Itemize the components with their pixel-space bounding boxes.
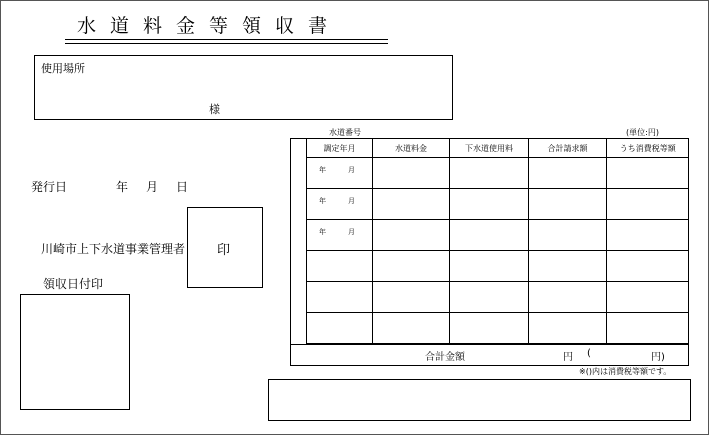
row-month-label: 月 [348, 228, 355, 236]
water-number-label: 水道番号 [329, 128, 361, 137]
table-row [307, 313, 689, 344]
water-fee-cell [373, 313, 450, 344]
sewer-fee-cell [450, 282, 529, 313]
total-tax-open-paren: ( [587, 348, 591, 359]
total-billed-cell [529, 158, 607, 189]
billing-month-cell [307, 282, 373, 313]
fee-table-header [307, 139, 689, 158]
water-fee-cell [373, 158, 450, 189]
consumption-tax-cell [607, 282, 689, 313]
water-fee-cell [373, 189, 450, 220]
usage-place-label: 使用場所 [41, 62, 85, 75]
row-year-label: 年 [319, 166, 326, 174]
unit-note: (単位:円) [626, 128, 659, 137]
total-tax-yen: 円) [651, 352, 665, 363]
issue-date-month: 月 [146, 180, 159, 194]
total-billed-cell [529, 220, 607, 251]
consumption-tax-cell [607, 189, 689, 220]
consumption-tax-cell [607, 251, 689, 282]
seal-box [187, 207, 263, 288]
water-fee-cell [373, 251, 450, 282]
table-row [307, 189, 689, 220]
sewer-fee-cell [450, 189, 529, 220]
issue-date-label: 発行日 [31, 180, 68, 194]
notes-box [268, 379, 691, 421]
header-sewer-fee: 下水道使用料 [450, 139, 529, 158]
row-year-label: 年 [319, 228, 326, 236]
header-total-billed: 合計請求額 [529, 139, 607, 158]
row-month-label: 月 [348, 166, 355, 174]
header-water-fee: 水道料金 [373, 139, 450, 158]
water-fee-cell [373, 282, 450, 313]
total-billed-cell [529, 189, 607, 220]
sewer-fee-cell [450, 313, 529, 344]
consumption-tax-cell [607, 220, 689, 251]
consumption-tax-cell [607, 313, 689, 344]
form-title: 水道料金等領収書 [77, 15, 342, 37]
header-consumption-tax: うち消費税等額 [607, 139, 689, 158]
usage-place-honorific: 様 [209, 103, 220, 116]
total-billed-cell [529, 313, 607, 344]
billing-month-cell [307, 220, 373, 251]
billing-month-cell [307, 158, 373, 189]
sewer-fee-cell [450, 251, 529, 282]
footnote: ※()内は消費税等額です。 [579, 367, 672, 376]
header-billing-month: 調定年月 [307, 139, 373, 158]
seal-mark: 印 [217, 243, 231, 258]
total-billed-cell [529, 282, 607, 313]
issue-date-year: 年 [116, 180, 129, 194]
title-underline-2 [65, 43, 388, 44]
title-underline [65, 39, 388, 40]
receipt-stamp-box [20, 294, 130, 410]
total-yen: 円 [563, 352, 573, 363]
usage-place-box [34, 55, 453, 120]
fee-table [306, 139, 689, 344]
table-row [307, 220, 689, 251]
issuer-name: 川崎市上下水道事業管理者 [41, 242, 186, 256]
total-label: 合計金額 [425, 352, 465, 363]
table-row [307, 282, 689, 313]
row-month-label: 月 [348, 197, 355, 205]
fee-table-frame [290, 138, 689, 366]
total-billed-cell [529, 251, 607, 282]
issue-date-day: 日 [176, 180, 189, 194]
receipt-stamp-label: 領収日付印 [43, 277, 104, 291]
row-year-label: 年 [319, 197, 326, 205]
billing-month-cell [307, 251, 373, 282]
sewer-fee-cell [450, 158, 529, 189]
table-row [307, 158, 689, 189]
sewer-fee-cell [450, 220, 529, 251]
total-row-divider [291, 344, 688, 345]
consumption-tax-cell [607, 158, 689, 189]
billing-month-cell [307, 313, 373, 344]
billing-month-cell [307, 189, 373, 220]
water-fee-cell [373, 220, 450, 251]
table-row [307, 251, 689, 282]
